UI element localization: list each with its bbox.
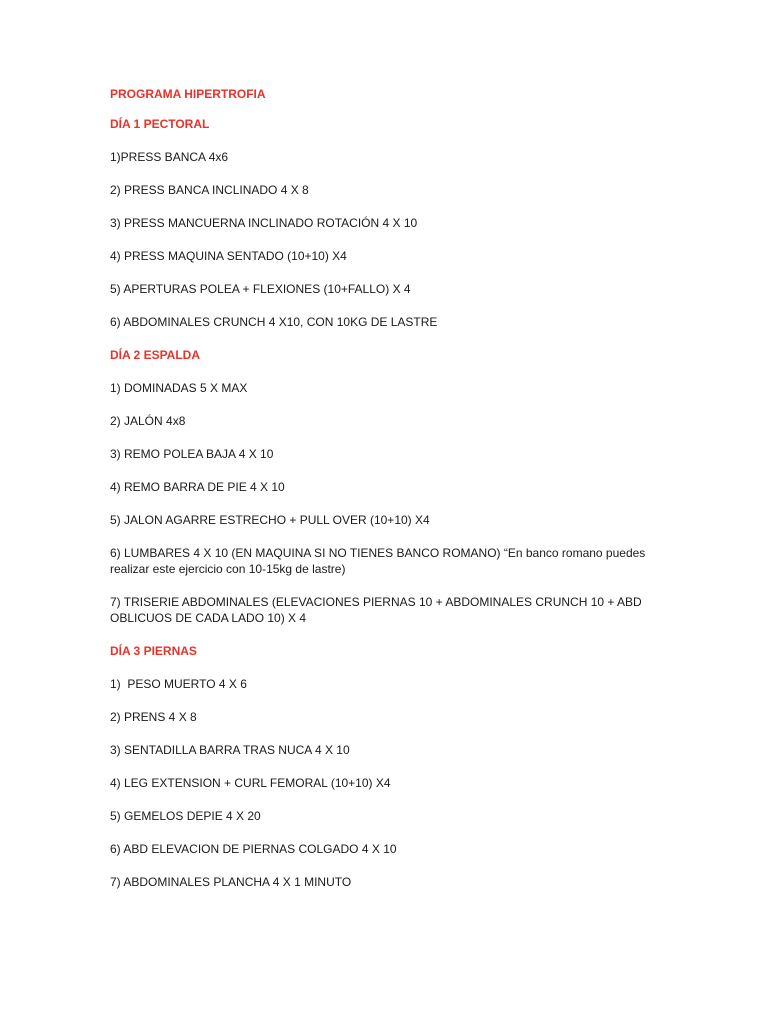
exercise-item: 6) ABDOMINALES CRUNCH 4 X10, CON 10KG DE LASTRE: [110, 315, 438, 329]
document-title: PROGRAMA HIPERTROFIA: [110, 87, 266, 101]
exercise-item: 2) JALÓN 4x8: [110, 414, 186, 428]
exercise-item: 4) REMO BARRA DE PIE 4 X 10: [110, 480, 285, 494]
exercise-item: 1) PESO MUERTO 4 X 6: [110, 677, 247, 691]
exercise-item: 6) LUMBARES 4 X 10 (EN MAQUINA SI NO TIENES BANCO ROMANO) “En banco romano puedes realizar este ejercicio con 10-15kg de lastre): [110, 546, 649, 576]
day-3-section: [110, 643, 670, 890]
day-1-heading: DÍA 1 PECTORAL: [110, 117, 210, 131]
exercise-item: 6) ABD ELEVACION DE PIERNAS COLGADO 4 X 10: [110, 842, 397, 856]
exercise-item: 3) SENTADILLA BARRA TRAS NUCA 4 X 10: [110, 743, 350, 757]
exercise-item: 4) PRESS MAQUINA SENTADO (10+10) X4: [110, 249, 347, 263]
exercise-item: 7) ABDOMINALES PLANCHA 4 X 1 MINUTO: [110, 875, 352, 889]
day-2-section: [110, 347, 670, 626]
day-1-section: [110, 116, 670, 330]
exercise-item: 4) LEG EXTENSION + CURL FEMORAL (10+10) X4: [110, 776, 391, 790]
exercise-item: 5) JALON AGARRE ESTRECHO + PULL OVER (10+10) X4: [110, 513, 430, 527]
exercise-item: 7) TRISERIE ABDOMINALES (ELEVACIONES PIERNAS 10 + ABDOMINALES CRUNCH 10 + ABD OBLICUOS DE CADA LADO 10) X 4: [110, 595, 646, 625]
document-page: [110, 86, 670, 907]
exercise-item: 5) GEMELOS DEPIE 4 X 20: [110, 809, 261, 823]
exercise-item: 1) DOMINADAS 5 X MAX: [110, 381, 248, 395]
exercise-item: 2) PRESS BANCA INCLINADO 4 X 8: [110, 183, 309, 197]
day-3-heading: DÍA 3 PIERNAS: [110, 644, 197, 658]
day-2-heading: DÍA 2 ESPALDA: [110, 348, 201, 362]
exercise-item: 3) REMO POLEA BAJA 4 X 10: [110, 447, 274, 461]
exercise-item: 2) PRENS 4 X 8: [110, 710, 197, 724]
exercise-item: 5) APERTURAS POLEA + FLEXIONES (10+FALLO) X 4: [110, 282, 411, 296]
exercise-item: 3) PRESS MANCUERNA INCLINADO ROTACIÓN 4 X 10: [110, 216, 418, 230]
exercise-item: 1)PRESS BANCA 4x6: [110, 150, 229, 164]
